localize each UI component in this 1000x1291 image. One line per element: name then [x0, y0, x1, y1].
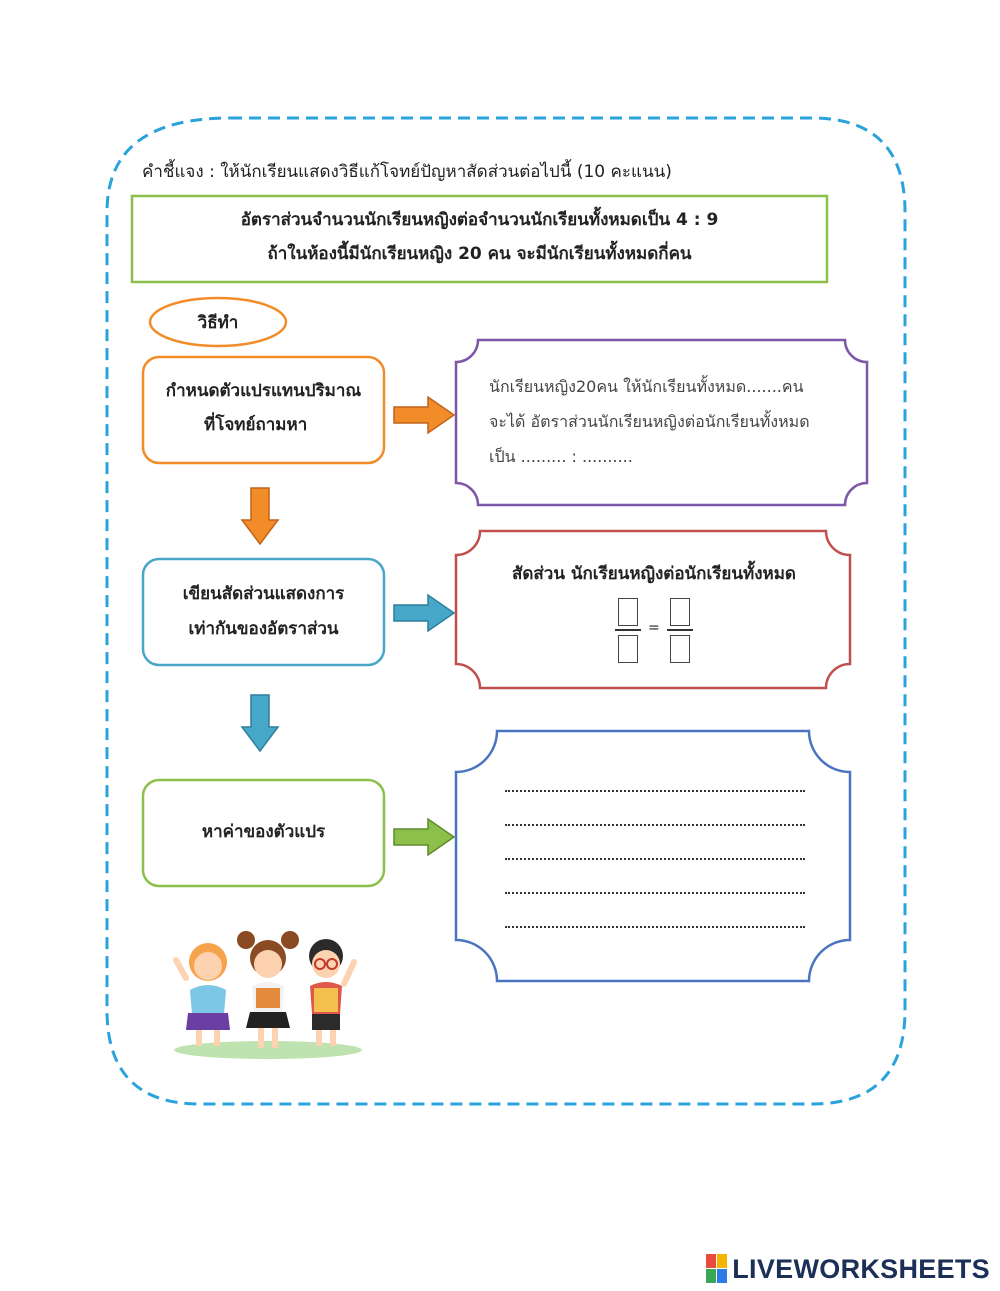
arrow-right-icon	[392, 817, 456, 857]
arrow-right-icon	[392, 593, 456, 633]
arrow-down-icon	[240, 693, 280, 753]
brand-name: LIVEWORKSHEETS	[732, 1253, 990, 1284]
left-denominator-box[interactable]	[618, 635, 638, 663]
answer-line[interactable]	[505, 926, 805, 928]
instruction-text: คำชี้แจง : ให้นักเรียนแสดงวิธีแก้โจทย์ปัญหาสัดส่วนต่อไปนี้ (10 คะแนน)	[142, 162, 672, 182]
answer-line[interactable]	[505, 892, 805, 894]
answer-line[interactable]	[505, 790, 805, 792]
left-fraction-bar	[615, 629, 641, 631]
left-numerator-box[interactable]	[618, 598, 638, 626]
arrow-right-icon	[392, 395, 456, 435]
arrow-down-icon	[240, 486, 280, 546]
equals-sign: =	[648, 620, 660, 636]
right-denominator-box[interactable]	[670, 635, 690, 663]
problem-line-2: ถ้าในห้องนี้มีนักเรียนหญิง 20 คน จะมีนักเรียนทั้งหมดกี่คน	[267, 244, 692, 264]
children-illustration	[168, 918, 364, 1060]
answer-line[interactable]	[505, 858, 805, 860]
answer-1-line-2: จะได้ อัตราส่วนนักเรียนหญิงต่อนักเรียนทั้งหมด	[489, 412, 810, 431]
problem-line-1: อัตราส่วนจำนวนนักเรียนหญิงต่อจำนวนนักเรียนทั้งหมดเป็น 4 : 9	[240, 210, 719, 230]
answer-line[interactable]	[505, 824, 805, 826]
right-fraction-bar	[667, 629, 693, 631]
step-1-line-1: กำหนดตัวแปรแทนปริมาณ	[165, 381, 362, 401]
live-blocks-icon	[706, 1254, 728, 1284]
step-2-line-1: เขียนสัดส่วนแสดงการ	[182, 584, 345, 604]
step-2-line-2: เท่ากันของอัตราส่วน	[188, 619, 339, 639]
step-1-line-2: ที่โจทย์ถามหา	[204, 415, 308, 435]
proportion-title: สัดส่วน นักเรียนหญิงต่อนักเรียนทั้งหมด	[512, 564, 796, 584]
step-3-label: หาค่าของตัวแปร	[201, 822, 326, 842]
liveworksheets-logo	[706, 1252, 990, 1286]
right-numerator-box[interactable]	[670, 598, 690, 626]
answer-1-line-3: เป็น ......... : ..........	[489, 447, 633, 466]
method-label: วิธีทำ	[197, 313, 239, 333]
answer-1-line-1: นักเรียนหญิง20คน ให้นักเรียนทั้งหมด.......คน	[489, 377, 804, 396]
